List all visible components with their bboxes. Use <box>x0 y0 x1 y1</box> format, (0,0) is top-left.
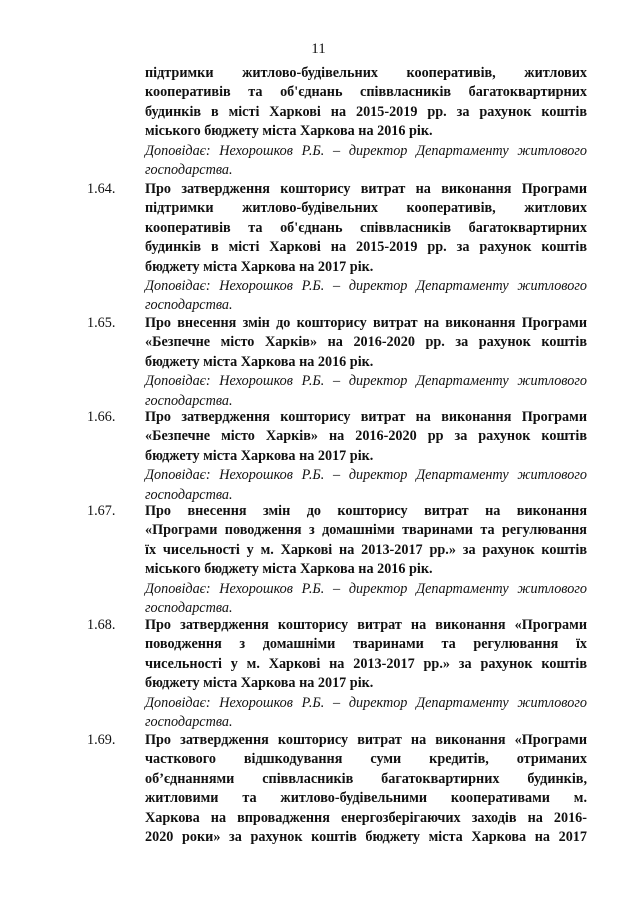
title-line: «Безпечне місто Харків» на 2016-2020 рр. за рахунок коштів <box>145 334 587 351</box>
title-line: бюджету міста Харкова на 2016 рік. <box>145 353 374 370</box>
item-reporter <box>145 142 587 181</box>
title-line: Про затвердження кошторису витрат на виконання Програми <box>145 181 587 197</box>
title-line: Харкова на впровадження енергозберігаючих заходів на 2016- <box>145 809 587 826</box>
reporter-line: господарства. <box>145 714 233 731</box>
title-line: чисельності у м. Харкові на 2013-2017 рр.» за рахунок коштів <box>145 655 587 672</box>
agenda-item <box>0 731 637 847</box>
title-line: кооперативів та об'єднань співвласників багатоквартирних <box>145 84 587 101</box>
title-line: підтримки житлово-будівельних кооперативів, житлових <box>145 65 587 81</box>
title-line: бюджету міста Харкова на 2017 рік. <box>145 258 374 275</box>
item-title <box>145 616 587 694</box>
title-line: підтримки житлово-будівельних кооперативів, житлових <box>145 200 587 217</box>
title-line: міського бюджету міста Харкова на 2016 рік. <box>145 561 433 578</box>
item-title <box>145 731 587 847</box>
reporter-line: Доповідає: Нехорошков Р.Б. – директор Департаменту житлового <box>145 373 587 390</box>
title-line: Про затвердження кошторису витрат на виконання Програми <box>145 409 587 425</box>
agenda-item <box>0 314 637 411</box>
agenda-item <box>0 408 637 505</box>
reporter-line: Доповідає: Нехорошков Р.Б. – директор Департаменту житлового <box>145 278 587 295</box>
reporter-line: Доповідає: Нехорошков Р.Б. – директор Департаменту житлового <box>145 580 587 597</box>
item-reporter <box>145 466 587 505</box>
title-line: будинків в місті Харкові на 2015-2019 рр. за рахунок коштів <box>145 239 587 256</box>
title-line: Про внесення змін до кошторису витрат на виконання Програми <box>145 315 587 331</box>
item-number: 1.65. <box>87 315 116 331</box>
item-number: 1.66. <box>87 409 116 425</box>
reporter-line: господарства. <box>145 162 233 179</box>
item-number: 1.69. <box>87 732 116 748</box>
item-number: 1.68. <box>87 617 116 633</box>
reporter-line: господарства. <box>145 486 233 503</box>
agenda-item <box>0 180 637 316</box>
agenda-item-continuation <box>0 64 637 180</box>
item-title <box>145 502 587 580</box>
item-reporter <box>145 580 587 619</box>
reporter-line: господарства. <box>145 392 233 409</box>
title-line: Про затвердження кошторису витрат на виконання «Програми <box>145 617 587 633</box>
reporter-line: Доповідає: Нехорошков Р.Б. – директор Департаменту житлового <box>145 694 587 711</box>
item-title <box>145 64 587 142</box>
title-line: 2020 роки» за рахунок коштів бюджету міста Харкова на 2017 <box>145 829 587 846</box>
title-line: поводження з домашніми тваринами та регулювання їх <box>145 636 587 653</box>
item-title <box>145 408 587 466</box>
title-line: міського бюджету міста Харкова на 2016 рік. <box>145 123 433 140</box>
reporter-line: Доповідає: Нехорошков Р.Б. – директор Департаменту житлового <box>145 467 587 484</box>
reporter-line: господарства. <box>145 600 233 617</box>
title-line: часткового відшкодування суми кредитів, отриманих <box>145 751 587 768</box>
agenda-item <box>0 616 637 732</box>
item-reporter <box>145 694 587 733</box>
title-line: об’єднаннями співвласників багатоквартирних будинків, <box>145 770 587 787</box>
item-title <box>145 314 587 372</box>
item-reporter <box>145 372 587 411</box>
title-line: бюджету міста Харкова на 2017 рік. <box>145 675 374 692</box>
title-line: житловими та житлово-будівельними кооперативами м. <box>145 790 587 807</box>
title-line: «Безпечне місто Харків» на 2016-2020 рр за рахунок коштів <box>145 428 587 445</box>
title-line: бюджету міста Харкова на 2017 рік. <box>145 447 374 464</box>
item-number: 1.64. <box>87 181 116 197</box>
title-line: «Програми поводження з домашніми тваринами та регулювання <box>145 522 587 539</box>
item-reporter <box>145 277 587 316</box>
reporter-line: Доповідає: Нехорошков Р.Б. – директор Департаменту житлового <box>145 142 587 159</box>
title-line: їх чисельності у м. Харкові на 2013-2017 рр.» за рахунок коштів <box>145 541 587 558</box>
title-line: Про затвердження кошторису витрат на виконання «Програми <box>145 732 587 748</box>
page-number: 11 <box>311 41 326 57</box>
title-line: Про внесення змін до кошторису витрат на виконання <box>145 503 587 519</box>
title-line: будинків в місті Харкові на 2015-2019 рр. за рахунок коштів <box>145 103 587 120</box>
agenda-item <box>0 502 637 618</box>
item-title <box>145 180 587 277</box>
title-line: кооперативів та об'єднань співвласників багатоквартирних <box>145 219 587 236</box>
item-number: 1.67. <box>87 503 116 519</box>
reporter-line: господарства. <box>145 297 233 314</box>
